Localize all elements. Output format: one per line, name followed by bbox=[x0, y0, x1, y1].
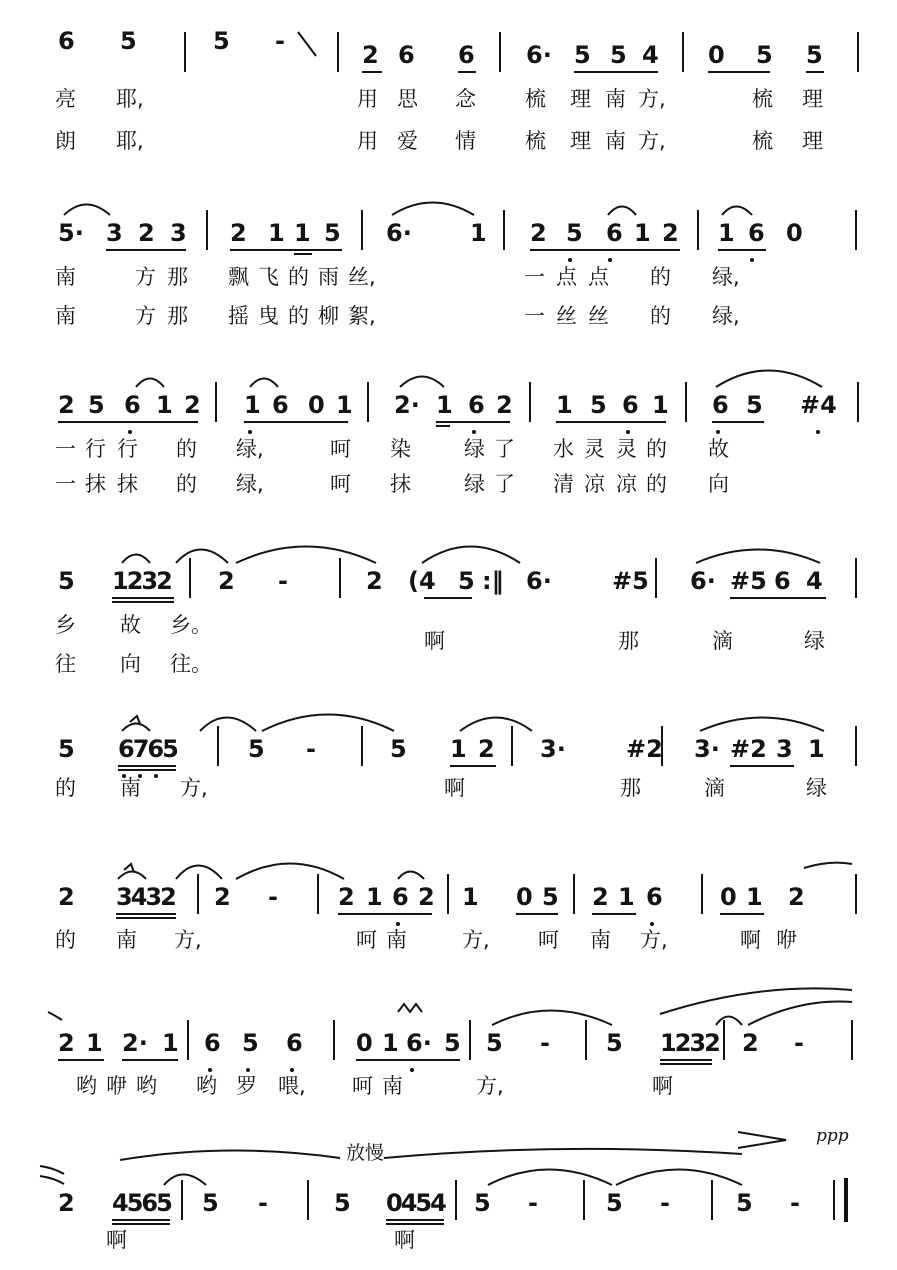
lyric: 耶, bbox=[116, 129, 144, 153]
note: 6 bbox=[622, 391, 639, 419]
lyric: 的 bbox=[650, 265, 671, 289]
lyric: 凉 bbox=[616, 472, 637, 496]
note: 5 bbox=[248, 735, 265, 763]
lyric: 绿, bbox=[712, 304, 740, 328]
lyric: 方, bbox=[180, 776, 208, 800]
lyric: 啊 bbox=[740, 928, 761, 952]
lyric: 呵 bbox=[538, 928, 559, 952]
note: 1 bbox=[156, 391, 173, 419]
lyric: 南 bbox=[55, 265, 76, 289]
lyric: 那 bbox=[620, 776, 641, 800]
lyric: 灵 bbox=[616, 437, 637, 461]
note: 3 bbox=[776, 735, 793, 763]
lyric: 理 bbox=[570, 129, 591, 153]
lyric: 那 bbox=[618, 629, 639, 653]
lyric: 南 bbox=[120, 776, 141, 800]
note: - bbox=[258, 1189, 268, 1217]
note: 1 bbox=[718, 219, 735, 247]
lyric: 咿 bbox=[776, 928, 797, 952]
note: 3· bbox=[540, 735, 566, 763]
note: - bbox=[268, 883, 278, 911]
note: 2 bbox=[788, 883, 805, 911]
note: 5 bbox=[756, 41, 773, 69]
lyric-line-6a bbox=[0, 926, 897, 956]
lyric: 方, bbox=[462, 928, 490, 952]
note: 6· bbox=[526, 567, 552, 595]
note: 3 bbox=[106, 219, 123, 247]
note: - bbox=[278, 567, 288, 595]
lyric: 咿 bbox=[106, 1074, 127, 1098]
lyric: 染 bbox=[390, 437, 411, 461]
lyric: 梳 bbox=[525, 87, 546, 111]
note: 1 bbox=[618, 883, 635, 911]
lyric: 水 bbox=[553, 437, 574, 461]
note: 6 bbox=[392, 883, 409, 911]
lyric-line-2b bbox=[0, 302, 897, 332]
lyric: 的 bbox=[650, 304, 671, 328]
lyric: 用 bbox=[357, 87, 378, 111]
note: 6 bbox=[468, 391, 485, 419]
note: 6· bbox=[386, 219, 412, 247]
note: 1 bbox=[294, 219, 311, 247]
note: 2 bbox=[214, 883, 231, 911]
note: #2 bbox=[626, 735, 663, 763]
lyric: 方, bbox=[640, 928, 668, 952]
lyric: 抹 bbox=[85, 472, 106, 496]
note: 6 bbox=[712, 391, 729, 419]
note: 6 bbox=[286, 1029, 303, 1057]
lyric: 哟 bbox=[76, 1074, 97, 1098]
note: 5 bbox=[736, 1189, 753, 1217]
note: 5 bbox=[474, 1189, 491, 1217]
lyric: 理 bbox=[802, 129, 823, 153]
note: 1 bbox=[450, 735, 467, 763]
note: 5 bbox=[606, 1029, 623, 1057]
lyric: 的 bbox=[176, 437, 197, 461]
note: 1 bbox=[268, 219, 285, 247]
note: 1 bbox=[470, 219, 487, 247]
lyric: 丝, bbox=[348, 265, 376, 289]
lyric: 情 bbox=[455, 129, 476, 153]
lyric: 的 bbox=[288, 265, 309, 289]
lyric: 啊 bbox=[394, 1228, 415, 1252]
lyric: 那 bbox=[167, 304, 188, 328]
lyric: 点 bbox=[588, 265, 609, 289]
lyric: 南 bbox=[382, 1074, 403, 1098]
lyric: 了 bbox=[494, 472, 515, 496]
note: 2 bbox=[366, 567, 383, 595]
lyric: 啊 bbox=[444, 776, 465, 800]
lyric: 理 bbox=[802, 87, 823, 111]
lyric-line-7a bbox=[0, 1072, 897, 1102]
lyric: 往 bbox=[55, 652, 76, 676]
note: 1 bbox=[556, 391, 573, 419]
note: 6 bbox=[458, 41, 475, 69]
lyric: 行 bbox=[85, 437, 106, 461]
note: 2 bbox=[338, 883, 355, 911]
lyric: 喂, bbox=[278, 1074, 306, 1098]
note: 2 bbox=[184, 391, 201, 419]
lyric: 呵 bbox=[352, 1074, 373, 1098]
lyric: 乡。 bbox=[170, 613, 212, 637]
lyric: 哟 bbox=[136, 1074, 157, 1098]
lyric: 理 bbox=[570, 87, 591, 111]
note: 1 bbox=[86, 1029, 103, 1057]
note: 6 bbox=[774, 567, 791, 595]
note: 2 bbox=[418, 883, 435, 911]
note: 6 bbox=[398, 41, 415, 69]
lyric: 的 bbox=[55, 928, 76, 952]
note: 6765 bbox=[118, 735, 177, 763]
lyric: 绿, bbox=[712, 265, 740, 289]
note: 5 bbox=[58, 735, 75, 763]
lyric: 往。 bbox=[170, 652, 212, 676]
note: #5 bbox=[612, 567, 649, 595]
lyric: 摇 bbox=[228, 304, 249, 328]
note: 5 bbox=[120, 27, 137, 55]
lyric: 飞 bbox=[258, 265, 279, 289]
note: #5 bbox=[730, 567, 767, 595]
lyric: 梳 bbox=[752, 87, 773, 111]
note: 6 bbox=[606, 219, 623, 247]
note: 5 bbox=[806, 41, 823, 69]
lyric: 方, bbox=[638, 87, 666, 111]
lyric-line-4a bbox=[0, 611, 897, 653]
lyric: 丝 bbox=[556, 304, 577, 328]
note: 5 bbox=[610, 41, 627, 69]
note: 1 bbox=[436, 391, 453, 419]
note: 0 bbox=[720, 883, 737, 911]
lyric: 行 bbox=[117, 437, 138, 461]
lyric: 方 bbox=[135, 265, 156, 289]
tempo-marking: 放慢 bbox=[346, 1142, 385, 1164]
lyric: 爱 bbox=[397, 129, 418, 153]
lyric: 曳 bbox=[258, 304, 279, 328]
lyric: 凉 bbox=[584, 472, 605, 496]
note: 2 bbox=[218, 567, 235, 595]
note: 5 bbox=[444, 1029, 461, 1057]
note: 6 bbox=[58, 27, 75, 55]
lyric: 哟 bbox=[196, 1074, 217, 1098]
note: #4 bbox=[800, 391, 837, 419]
note: 1 bbox=[652, 391, 669, 419]
lyric-line-5a bbox=[0, 774, 897, 804]
lyric: 耶, bbox=[116, 87, 144, 111]
note: 2· bbox=[394, 391, 420, 419]
note: - bbox=[794, 1029, 804, 1057]
note: 2 bbox=[58, 1189, 75, 1217]
note: 0 bbox=[308, 391, 325, 419]
lyric: 南 bbox=[590, 928, 611, 952]
note: 3· bbox=[694, 735, 720, 763]
note: 6 bbox=[124, 391, 141, 419]
lyric: 一 bbox=[524, 304, 545, 328]
note: 1232 bbox=[112, 567, 171, 595]
lyric: 啊 bbox=[652, 1074, 673, 1098]
lyric: 一 bbox=[55, 472, 76, 496]
note: 4 bbox=[642, 41, 659, 69]
note: 5 bbox=[458, 567, 475, 595]
lyric: 方 bbox=[135, 304, 156, 328]
lyric: 方, bbox=[174, 928, 202, 952]
lyric: 丝 bbox=[588, 304, 609, 328]
lyric-line-3b bbox=[0, 470, 897, 500]
lyric-line-1a bbox=[0, 85, 897, 115]
note: 0 bbox=[708, 41, 725, 69]
lyric: 啊 bbox=[424, 629, 445, 653]
lyric: 滴 bbox=[712, 629, 733, 653]
note: 1 bbox=[244, 391, 261, 419]
note: 2 bbox=[662, 219, 679, 247]
lyric: 绿 bbox=[464, 437, 485, 461]
lyric: 抹 bbox=[390, 472, 411, 496]
note: 1 bbox=[162, 1029, 179, 1057]
dynamic-marking: ppp bbox=[816, 1126, 849, 1146]
lyric: 的 bbox=[176, 472, 197, 496]
lyric: 一 bbox=[524, 265, 545, 289]
lyric: 的 bbox=[288, 304, 309, 328]
lyric: 梳 bbox=[752, 129, 773, 153]
note: - bbox=[306, 735, 316, 763]
note: 5 bbox=[390, 735, 407, 763]
lyric: 灵 bbox=[584, 437, 605, 461]
lyric: 的 bbox=[646, 472, 667, 496]
note: 6 bbox=[646, 883, 663, 911]
lyric-line-8a bbox=[0, 1226, 897, 1256]
note: 2 bbox=[530, 219, 547, 247]
lyric: 乡 bbox=[55, 613, 76, 637]
note: - bbox=[275, 27, 285, 55]
note: 1 bbox=[634, 219, 651, 247]
note: 1 bbox=[336, 391, 353, 419]
note: 2 bbox=[478, 735, 495, 763]
lyric: 梳 bbox=[525, 129, 546, 153]
lyric: 方, bbox=[638, 129, 666, 153]
note: 2 bbox=[58, 391, 75, 419]
note: 5 bbox=[574, 41, 591, 69]
note: 6· bbox=[690, 567, 716, 595]
note: 2 bbox=[230, 219, 247, 247]
note: 5 bbox=[590, 391, 607, 419]
note: 6· bbox=[526, 41, 552, 69]
note: (4 bbox=[408, 567, 436, 595]
lyric: 南 bbox=[55, 304, 76, 328]
note: 6 bbox=[272, 391, 289, 419]
lyric: 飘 bbox=[228, 265, 249, 289]
note: 0 bbox=[356, 1029, 373, 1057]
note: 6 bbox=[748, 219, 765, 247]
lyric: 雨 bbox=[318, 265, 339, 289]
note: 4565 bbox=[112, 1189, 171, 1217]
note: 1232 bbox=[660, 1029, 719, 1057]
note: 2 bbox=[138, 219, 155, 247]
lyric: 啊 bbox=[106, 1228, 127, 1252]
lyric: 思 bbox=[397, 87, 418, 111]
lyric-line-3a bbox=[0, 435, 897, 465]
note: - bbox=[660, 1189, 670, 1217]
note: 5· bbox=[58, 219, 84, 247]
lyric-line-2a bbox=[0, 263, 897, 293]
note: 1 bbox=[462, 883, 479, 911]
lyric: 点 bbox=[556, 265, 577, 289]
note: 5 bbox=[202, 1189, 219, 1217]
note: 5 bbox=[58, 567, 75, 595]
lyric: 向 bbox=[708, 472, 729, 496]
lyric: 方, bbox=[476, 1074, 504, 1098]
note: 2 bbox=[58, 883, 75, 911]
lyric: 绿, bbox=[236, 472, 264, 496]
lyric: 南 bbox=[605, 129, 626, 153]
note: 1 bbox=[746, 883, 763, 911]
lyric: 念 bbox=[455, 87, 476, 111]
lyric: 抹 bbox=[117, 472, 138, 496]
note: - bbox=[790, 1189, 800, 1217]
note: 0 bbox=[516, 883, 533, 911]
lyric: 绿, bbox=[236, 437, 264, 461]
note: #2 bbox=[730, 735, 767, 763]
note: 2 bbox=[496, 391, 513, 419]
note: 5 bbox=[566, 219, 583, 247]
note: 0 bbox=[786, 219, 803, 247]
note: :‖ bbox=[482, 567, 504, 595]
lyric: 朗 bbox=[55, 129, 76, 153]
note: 5 bbox=[334, 1189, 351, 1217]
note: 2· bbox=[122, 1029, 148, 1057]
lyric: 一 bbox=[55, 437, 76, 461]
note: 5 bbox=[213, 27, 230, 55]
lyric: 呵 bbox=[356, 928, 377, 952]
lyric: 清 bbox=[553, 472, 574, 496]
lyric: 故 bbox=[120, 613, 141, 637]
note: - bbox=[540, 1029, 550, 1057]
note: 5 bbox=[242, 1029, 259, 1057]
note: 2 bbox=[362, 41, 379, 69]
note: 6 bbox=[204, 1029, 221, 1057]
lyric: 那 bbox=[167, 265, 188, 289]
lyric: 亮 bbox=[55, 87, 76, 111]
lyric: 了 bbox=[494, 437, 515, 461]
lyric: 南 bbox=[116, 928, 137, 952]
note: - bbox=[528, 1189, 538, 1217]
lyric: 罗 bbox=[236, 1074, 257, 1098]
lyric: 柳 bbox=[318, 304, 339, 328]
note: 3432 bbox=[116, 883, 175, 911]
note: 5 bbox=[606, 1189, 623, 1217]
note: 5 bbox=[746, 391, 763, 419]
note: 4 bbox=[806, 567, 823, 595]
note: 2 bbox=[742, 1029, 759, 1057]
lyric: 绿 bbox=[464, 472, 485, 496]
lyric: 滴 bbox=[704, 776, 725, 800]
lyric: 呵 bbox=[330, 437, 351, 461]
lyric: 絮, bbox=[348, 304, 376, 328]
lyric: 故 bbox=[708, 437, 729, 461]
note: 1 bbox=[382, 1029, 399, 1057]
note: 5 bbox=[324, 219, 341, 247]
note: 6· bbox=[406, 1029, 432, 1057]
lyric: 的 bbox=[646, 437, 667, 461]
note: 2 bbox=[592, 883, 609, 911]
lyric: 用 bbox=[357, 129, 378, 153]
lyric-line-1b bbox=[0, 127, 897, 157]
lyric: 的 bbox=[55, 776, 76, 800]
note: 5 bbox=[542, 883, 559, 911]
note: 5 bbox=[88, 391, 105, 419]
note: 5 bbox=[486, 1029, 503, 1057]
lyric-line-4b bbox=[0, 650, 897, 680]
lyric: 向 bbox=[120, 652, 141, 676]
lyric: 绿 bbox=[804, 629, 825, 653]
lyric: 呵 bbox=[330, 472, 351, 496]
note: 2 bbox=[58, 1029, 75, 1057]
note: 3 bbox=[170, 219, 187, 247]
lyric: 南 bbox=[605, 87, 626, 111]
lyric: 绿 bbox=[806, 776, 827, 800]
note: 1 bbox=[808, 735, 825, 763]
lyric: 南 bbox=[386, 928, 407, 952]
note: 0454 bbox=[386, 1189, 445, 1217]
note: 1 bbox=[366, 883, 383, 911]
